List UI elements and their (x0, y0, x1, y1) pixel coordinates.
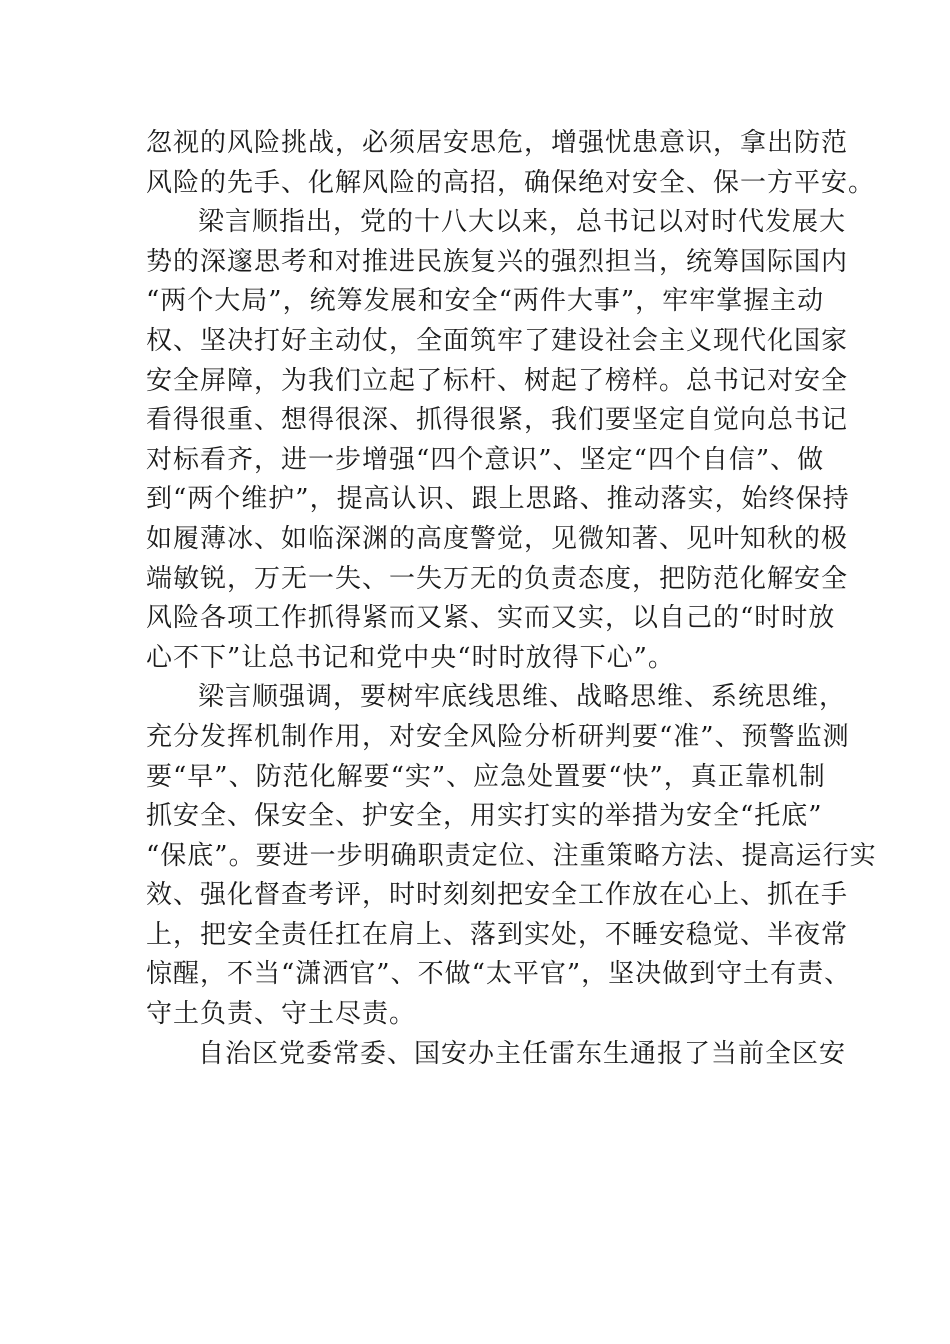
text-line: 充分发挥机制作用，对安全风险分析研判要“准”、预警监测 (146, 721, 850, 752)
paragraph-start-line: 梁言顺强调，要树牢底线思维、战略思维、系统思维， (198, 682, 847, 713)
text-line: 如履薄冰、如临深渊的高度警觉，见微知著、见叶知秋的极 (146, 523, 849, 554)
text-line: 上，把安全责任扛在肩上、落到实处，不睡安稳觉、半夜常 (146, 919, 849, 950)
text-line: 到“两个维护”，提高认识、跟上思路、推动落实，始终保持 (146, 484, 850, 515)
body-text (146, 124, 877, 1074)
text-line: 效、强化督查考评，时时刻刻把安全工作放在心上、抓在手 (146, 880, 849, 911)
text-line: 安全屏障，为我们立起了标杆、树起了榜样。总书记对安全 (146, 365, 849, 396)
text-line: 看得很重、想得很深、抓得很紧，我们要坚定自觉向总书记 (146, 405, 849, 436)
text-line: 对标看齐，进一步增强“四个意识”、坚定“四个自信”、做 (146, 444, 825, 475)
text-line: “两个大局”，统筹发展和安全“两件大事”，牢牢掌握主动 (146, 286, 825, 317)
text-line: 风险的先手、化解风险的高招，确保绝对安全、保一方平安。 (146, 167, 876, 198)
text-line: 抓安全、保安全、护安全，用实打实的举措为安全“托底” (146, 801, 823, 832)
paragraph-start-line: 梁言顺指出，党的十八大以来，总书记以对时代发展大 (198, 207, 847, 238)
paragraph-start-line: 自治区党委常委、国安办主任雷东生通报了当前全区安 (198, 1038, 847, 1069)
text-line: 要“早”、防范化解要“实”、应急处置要“快”，真正靠机制 (146, 761, 826, 792)
text-line: 忽视的风险挑战，必须居安思危，增强忧患意识，拿出防范 (146, 128, 849, 158)
text-line: “保底”。要进一步明确职责定位、注重策略方法、提高运行实 (146, 840, 877, 871)
paragraph-end-line: 守土负责、守土尽责。 (146, 999, 417, 1030)
text-line: 权、坚决打好主动仗，全面筑牢了建设社会主义现代化国家 (146, 325, 849, 356)
text-line: 惊醒，不当“潇洒官”、不做“太平官”，坚决做到守土有责、 (146, 959, 852, 990)
text-line: 端敏锐，万无一失、一失万无的负责态度，把防范化解安全 (146, 563, 849, 594)
text-line: 势的深邃思考和对推进民族复兴的强烈担当，统筹国际国内 (146, 246, 849, 277)
text-line: 风险各项工作抓得紧而又紧、实而又实，以自己的“时时放 (146, 603, 836, 634)
paragraph-end-line: 心不下”让总书记和党中央“时时放得下心”。 (146, 642, 675, 673)
